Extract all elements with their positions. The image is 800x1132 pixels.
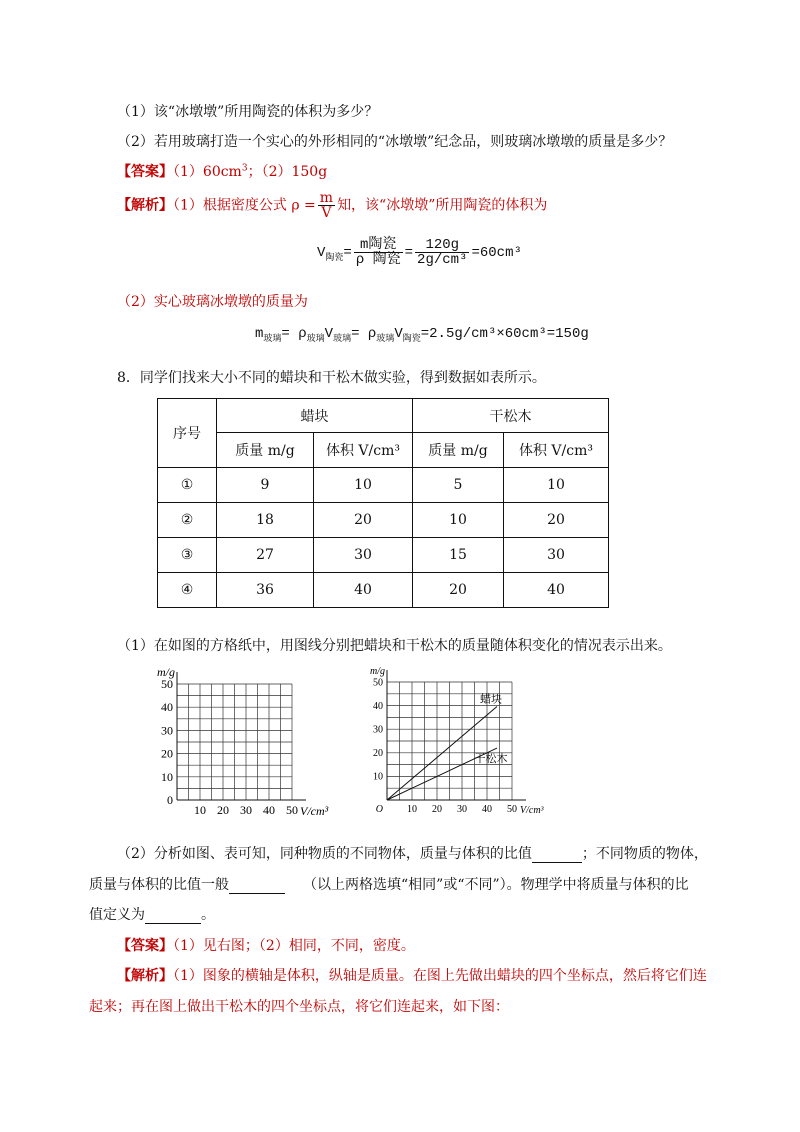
series-label: 蜡块	[480, 692, 502, 706]
f2-v1: V	[324, 326, 334, 342]
table-cell: 30	[314, 538, 413, 573]
question-8-2-line3	[89, 904, 215, 924]
answer-2	[117, 935, 415, 955]
y-tick-label: 10	[161, 769, 173, 784]
table-cell: ③	[158, 538, 217, 573]
y-tick-label: 20	[161, 746, 173, 761]
y-tick-label: 30	[161, 723, 173, 738]
table-cell: 15	[413, 538, 504, 573]
question-2: （2）若用玻璃打造一个实心的外形相同的“冰墩墩”纪念品，则玻璃冰墩墩的质量是多少？	[117, 134, 673, 150]
y-tick-label: 40	[161, 700, 173, 715]
frac1-den: ρ 陶瓷	[355, 252, 401, 268]
x-tick-label: 40	[482, 804, 492, 815]
question-1: （1）该“冰墩墩”所用陶瓷的体积为多少？	[117, 104, 379, 120]
x-tick-label: 50	[507, 804, 517, 815]
series-label: 干松木	[474, 752, 508, 766]
analysis-1	[117, 191, 547, 220]
x-tick-label: 20	[432, 804, 442, 815]
f2-eq2: = ρ	[351, 326, 377, 342]
question-8-1: （1）在如图的方格纸中，用图线分别把蜡块和干松木的质量随体积变化的情况表示出来。	[117, 638, 672, 654]
q82-part-f: 。	[201, 907, 215, 923]
table-row	[158, 573, 609, 608]
analysis-2: （2）实心玻璃冰墩墩的质量为	[117, 294, 308, 310]
table-cell: 20	[413, 573, 504, 608]
fraction-denominator: V	[321, 205, 332, 221]
answer-tag: 【答案】	[117, 164, 173, 180]
table-row	[158, 503, 609, 538]
blank-2[interactable]	[229, 877, 285, 894]
q82-part-d: （以上两格选填“相同”或“不同”）。物理学中将质量与体积的比	[303, 877, 689, 893]
answer-part1: （1）60cm	[173, 164, 242, 180]
question-8: 8．同学们找来大小不同的蜡块和干松木做实验，得到数据如表所示。	[117, 370, 546, 386]
f2-v2: V	[394, 326, 403, 342]
table-cell: 40	[504, 573, 609, 608]
table-cell: 36	[217, 573, 314, 608]
analysis-post: 知，该“冰墩墩”所用陶瓷的体积为	[337, 197, 548, 214]
f2-m: m	[255, 326, 264, 342]
x-axis-label: V/cm³	[300, 804, 329, 815]
formula-result: =60cm³	[471, 245, 522, 262]
blank-3[interactable]	[145, 907, 201, 924]
table-cell: 5	[413, 468, 504, 503]
origin-label: O	[375, 804, 383, 815]
analysis-pre: （1）根据密度公式 ρ =	[173, 197, 316, 214]
table-cell: ①	[158, 468, 217, 503]
y-tick-label: 20	[373, 748, 383, 760]
f2-v2-sub: 陶瓷	[402, 333, 421, 344]
y-tick-label: 0	[167, 793, 173, 807]
x-tick-label: 50	[286, 803, 298, 815]
table-cell: 18	[217, 503, 314, 538]
q82-part-a: （2）分析如图、表可知，同种物质的不同物体，质量与体积的比值	[117, 846, 532, 862]
x-tick-label: 30	[457, 804, 467, 815]
x-axis-label: V/cm³	[520, 805, 544, 815]
blank-grid-chart	[150, 660, 350, 815]
analysis3-line1: （1）图象的横轴是体积，纵轴是质量。在图上先做出蜡块的四个坐标点，然后将它们连	[173, 968, 707, 984]
table-header-wax-mass: 质量 m/g	[217, 433, 314, 468]
formula-eq1: =	[343, 245, 352, 262]
table-header-index: 序号	[158, 399, 217, 468]
table-cell: 10	[314, 468, 413, 503]
table-cell: ②	[158, 503, 217, 538]
y-tick-label: 10	[373, 771, 383, 783]
analysis3-tag: 【解析】	[117, 968, 173, 984]
formula-lhs-sub: 陶瓷	[325, 253, 344, 263]
answer-sup: 3	[241, 163, 248, 174]
table-header-wax: 蜡块	[217, 399, 413, 433]
fraction-numerator: m	[319, 190, 334, 206]
q82-part-c: 质量与体积的比值一般	[89, 877, 229, 893]
formula-eq2: =	[404, 245, 414, 262]
analysis-tag: 【解析】	[117, 197, 173, 214]
table-cell: 10	[413, 503, 504, 538]
table-row	[158, 538, 609, 573]
table-header-pine-volume: 体积 V/cm³	[504, 433, 609, 468]
table-cell: 20	[314, 503, 413, 538]
answer2-tag: 【答案】	[117, 938, 173, 954]
y-tick-label: 30	[373, 724, 383, 736]
y-tick-label: 50	[373, 677, 383, 689]
table-cell: 40	[314, 573, 413, 608]
table-cell: 10	[504, 468, 609, 503]
table-header-pine-mass: 质量 m/g	[413, 433, 504, 468]
f2-m-sub: 玻璃	[263, 333, 282, 344]
formula-lhs: V	[317, 245, 326, 262]
table-cell: ④	[158, 573, 217, 608]
x-tick-label: 20	[217, 803, 229, 815]
analysis-3-line1	[117, 965, 707, 985]
x-tick-label: 10	[194, 803, 206, 815]
question-8-2-line1	[117, 843, 708, 863]
q82-part-e: 值定义为	[89, 907, 145, 923]
f2-v1-sub: 玻璃	[333, 333, 352, 344]
frac2-num: 120g	[415, 238, 469, 253]
table-header-pine: 干松木	[413, 399, 609, 433]
f2-eq1: = ρ	[281, 326, 307, 342]
frac1-num: m陶瓷	[354, 238, 403, 253]
answer-1	[117, 161, 327, 181]
table-cell: 20	[504, 503, 609, 538]
answer2-text: （1）见右图；（2）相同，不同，密度。	[173, 938, 415, 954]
answer-part2: ；（2）150g	[247, 164, 328, 180]
table-cell: 27	[217, 538, 314, 573]
x-tick-label: 10	[407, 804, 417, 815]
f2-r2-sub: 玻璃	[376, 333, 395, 344]
table-header-wax-volume: 体积 V/cm³	[314, 433, 413, 468]
formula-frac2	[415, 238, 469, 267]
density-fraction	[318, 191, 335, 220]
mass-volume-chart	[360, 660, 550, 815]
table-row	[158, 468, 609, 503]
table-cell: 30	[504, 538, 609, 573]
y-axis-label: m/g	[370, 666, 385, 677]
table-cell: 9	[217, 468, 314, 503]
formula-frac1	[354, 238, 403, 267]
data-table	[157, 398, 609, 608]
formula-mass	[255, 326, 589, 344]
x-tick-label: 30	[240, 803, 252, 815]
y-tick-label: 40	[373, 700, 383, 712]
q82-part-b: ；不同物质的物体，	[581, 846, 708, 862]
blank-1[interactable]	[532, 846, 582, 863]
x-tick-label: 40	[263, 803, 275, 815]
analysis-3-line2: 起来；再在图上做出干松木的四个坐标点，将它们连起来，如下图：	[89, 999, 509, 1015]
frac2-den: 2g/cm³	[417, 252, 468, 268]
y-tick-label: 50	[161, 677, 173, 691]
y-axis-label: m/g	[157, 665, 175, 679]
formula-volume	[317, 238, 522, 267]
f2-r1-sub: 玻璃	[306, 333, 325, 344]
question-8-2-line2	[89, 874, 689, 894]
f2-rest: =2.5g/cm³×60cm³=150g	[420, 326, 589, 342]
